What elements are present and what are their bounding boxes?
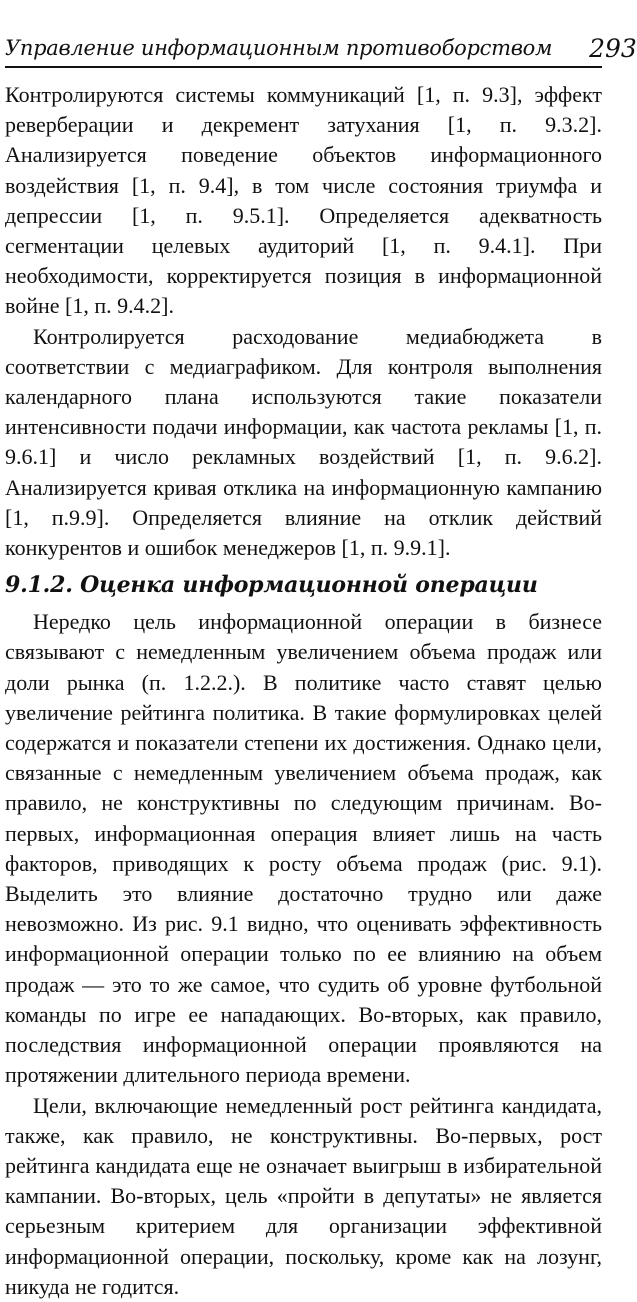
running-head-title: Управление информационным противоборством bbox=[5, 36, 553, 60]
section-heading: 9.1.2. Оценка информационной операции bbox=[5, 572, 538, 599]
page-number: 293 bbox=[589, 33, 637, 63]
paragraph: Контролируется расходование медиабюджета в соответствии с медиаграфиком. Для контроля выполнения календарного плана используются такие показатели интенсивности подачи информации, как частота рекламы [1, п. 9.6.1] и число рекламных воздействий [1, п. 9.6.2]. Анализируется кривая отклика на информационную кампанию [1, п.9.9]. Определяется влияние на отклик действий конкурентов и ошибок менеджеров [1, п. 9.9.1]. bbox=[5, 323, 602, 561]
body-text bbox=[5, 80, 602, 1302]
paragraph: Нередко цель информационной операции в бизнесе связывают с немедленным увеличением объема продаж или доли рынка (п. 1.2.2.). В политике часто ставят целью увеличение рейтинга политика. В такие формулировках целей содержатся и показатели степени их достижения. Однако цели, связанные с немедленным увеличением объема продаж, как правило, не конструктивны по следующим причинам. Во-первых, информационная операция влияет лишь на часть факторов, приводящих к росту объема продаж (рис. 9.1). Выделить это влияние достаточно трудно или даже невозможно. Из рис. 9.1 видно, что оценивать эффективность информационной операции только по ее влиянию на объем продаж — это то же самое, что судить об уровне футбольной команды по игре ее нападающих. Во-вторых, как правило, последствия информационной операции проявляются на протяжении длительного периода времени. bbox=[5, 609, 602, 1088]
paragraph: Контролируются системы коммуникаций [1, п. 9.3], эффект реверберации и декремент затухания [1, п. 9.3.2]. Анализируется поведение объектов информационного воздействия [1, п. 9.4], в том числе состояния триумфа и депрессии [1, п. 9.5.1]. Определяется адекватность сегментации целевых аудиторий [1, п. 9.4.1]. При необходимости, корректируется позиция в информационной войне [1, п. 9.4.2]. bbox=[5, 82, 602, 319]
paragraph: Цели, включающие немедленный рост рейтинга кандидата, также, как правило, не конструктивны. Во-первых, рост рейтинга кандидата еще не означает выигрыш в избирательной кампании. Во-вторых, цель «пройти в депутаты» не является серьезным критерием для организации эффективной информационной операции, поскольку, кроме как на лозунг, никуда не годится. bbox=[5, 1092, 602, 1299]
running-head bbox=[5, 30, 637, 68]
